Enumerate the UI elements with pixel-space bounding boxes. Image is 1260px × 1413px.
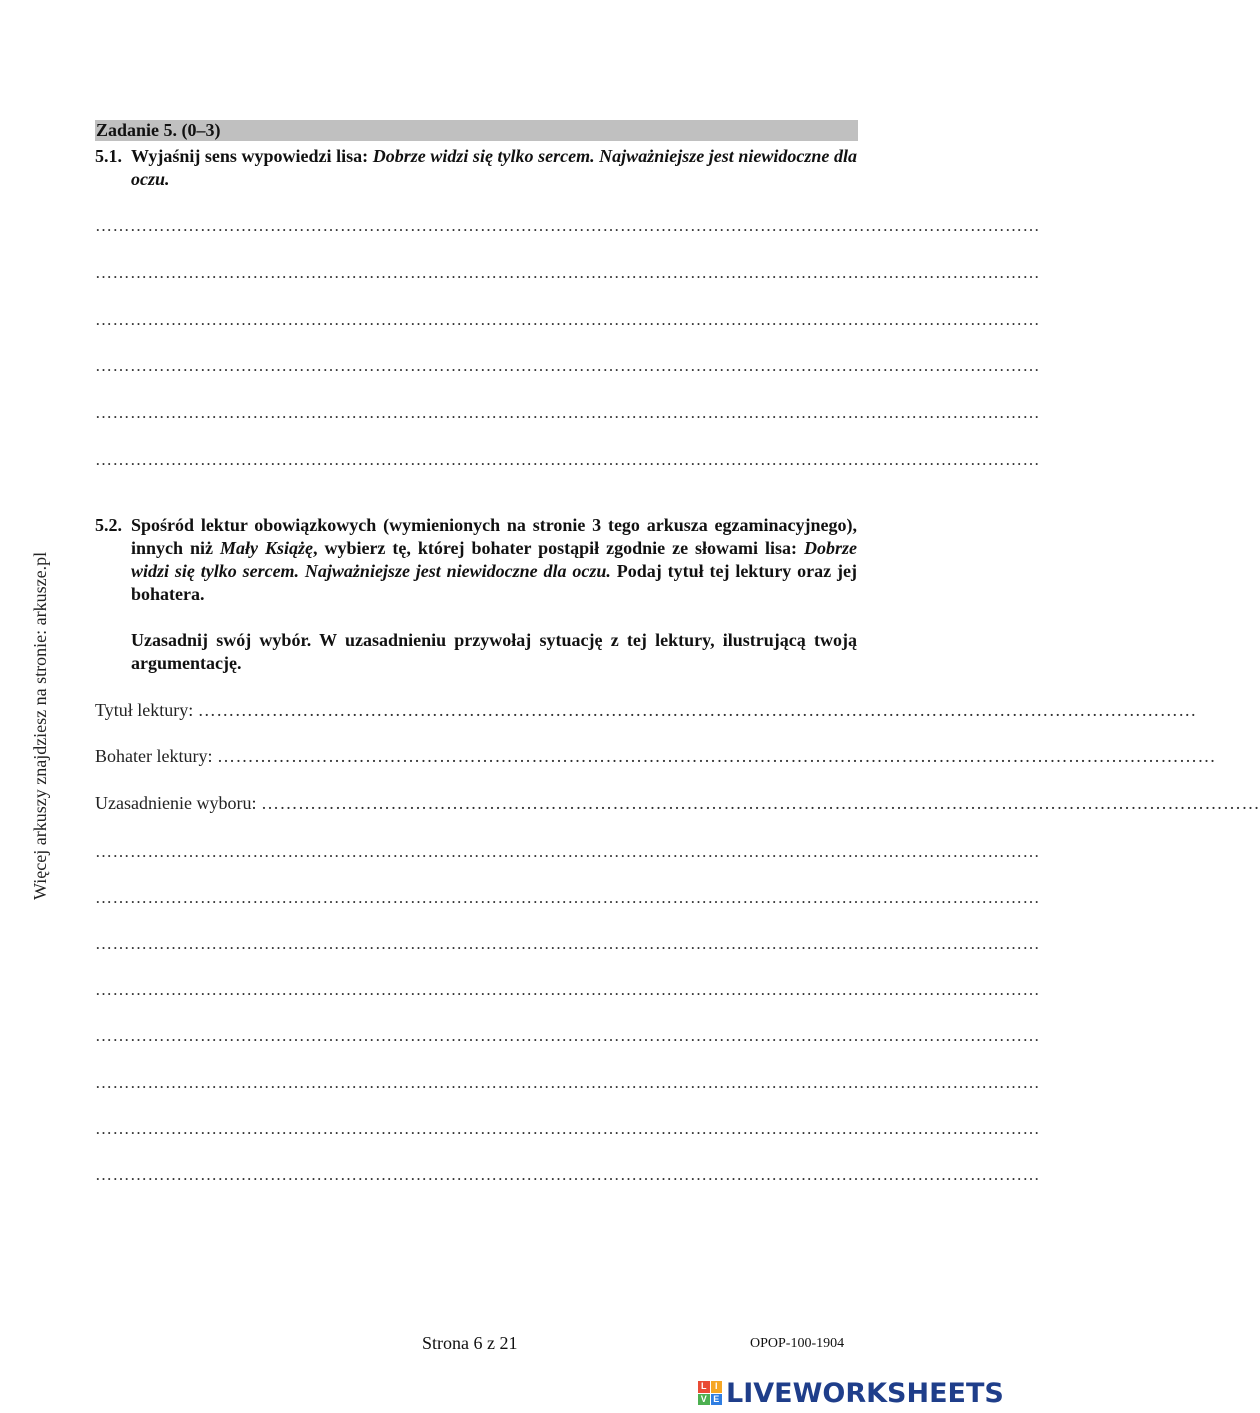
answer-line[interactable]: ……………………………………………………………………………………………………………………………………………… bbox=[95, 1073, 1040, 1092]
answer-line[interactable]: ……………………………………………………………………………………………………………………………………………… bbox=[95, 1026, 1040, 1045]
page-number: Strona 6 z 21 bbox=[422, 1333, 518, 1353]
answer-line[interactable]: ……………………………………………………………………………………………………………………………………………… bbox=[95, 842, 1040, 861]
question-number: 5.2. bbox=[95, 515, 122, 535]
reason-field[interactable] bbox=[95, 793, 1260, 815]
title-label: Tytuł lektury: bbox=[95, 700, 194, 720]
answer-line[interactable]: ……………………………………………………………………………………………………………………………………………… bbox=[95, 888, 1040, 907]
brand-name: LIVEWORKSHEETS bbox=[726, 1377, 1004, 1409]
question-instruction: Uzasadnij swój wybór. W uzasadnieniu przywołaj sytuację z tej lektury, ilustrującą twoją argumentację. bbox=[131, 630, 857, 673]
answer-line[interactable]: ……………………………………………………………………………………………………………………………………………… bbox=[95, 263, 1040, 282]
hero-label: Bohater lektury: bbox=[95, 746, 213, 766]
answer-line[interactable]: ……………………………………………………………………………………………………………………………………………… bbox=[95, 1119, 1040, 1138]
question-5-2 bbox=[95, 514, 857, 675]
hero-dots[interactable]: ……………………………………………………………………………………………………………………………………………… bbox=[216, 746, 1216, 766]
task-header-label: Zadanie 5. (0–3) bbox=[96, 120, 221, 140]
side-note: Więcej arkuszy znajdziesz na stronie: arkusze.pl bbox=[30, 551, 50, 900]
answer-line[interactable]: ……………………………………………………………………………………………………………………………………………… bbox=[95, 356, 1040, 375]
exam-code: OPOP-100-1904 bbox=[750, 1336, 845, 1351]
reason-label: Uzasadnienie wyboru: bbox=[95, 793, 257, 813]
answer-line[interactable]: ……………………………………………………………………………………………………………………………………………… bbox=[95, 980, 1040, 999]
answer-line[interactable]: ……………………………………………………………………………………………………………………………………………… bbox=[95, 1165, 1040, 1184]
answer-line[interactable]: ……………………………………………………………………………………………………………………………………………… bbox=[95, 403, 1040, 422]
question-5-1 bbox=[95, 145, 857, 191]
task-header bbox=[95, 120, 858, 141]
answer-line[interactable]: ……………………………………………………………………………………………………………………………………………… bbox=[95, 934, 1040, 953]
answer-line[interactable]: ……………………………………………………………………………………………………………………………………………… bbox=[95, 216, 1040, 235]
answer-line[interactable]: ……………………………………………………………………………………………………………………………………………… bbox=[95, 310, 1040, 329]
question-number: 5.1. bbox=[95, 146, 122, 166]
liveworksheets-brand[interactable] bbox=[698, 1378, 1004, 1408]
answer-line[interactable]: ……………………………………………………………………………………………………………………………………………… bbox=[95, 450, 1040, 469]
reason-dots[interactable]: ……………………………………………………………………………………………………………………………………………… bbox=[260, 793, 1260, 813]
hero-field[interactable] bbox=[95, 746, 1216, 768]
question-text: Spośród lektur obowiązkowych (wymienionych na stronie 3 tego arkusza egzaminacyjnego), innych niż Mały Książę, wybierz tę, której bohater postąpił zgodnie ze słowami lisa: Dobrze widzi się tylko sercem. Najważniejsze jest niewidoczne dla oczu. Podaj tytuł tej lektury oraz jej bohatera. bbox=[131, 515, 857, 604]
title-dots[interactable]: ……………………………………………………………………………………………………………………………………………… bbox=[197, 700, 1197, 720]
title-field[interactable] bbox=[95, 700, 1197, 722]
liveworksheets-logo-icon: L I V E bbox=[698, 1381, 722, 1405]
question-text: Wyjaśnij sens wypowiedzi lisa: Dobrze widzi się tylko sercem. Najważniejsze jest niewidoczne dla oczu. bbox=[131, 146, 857, 189]
